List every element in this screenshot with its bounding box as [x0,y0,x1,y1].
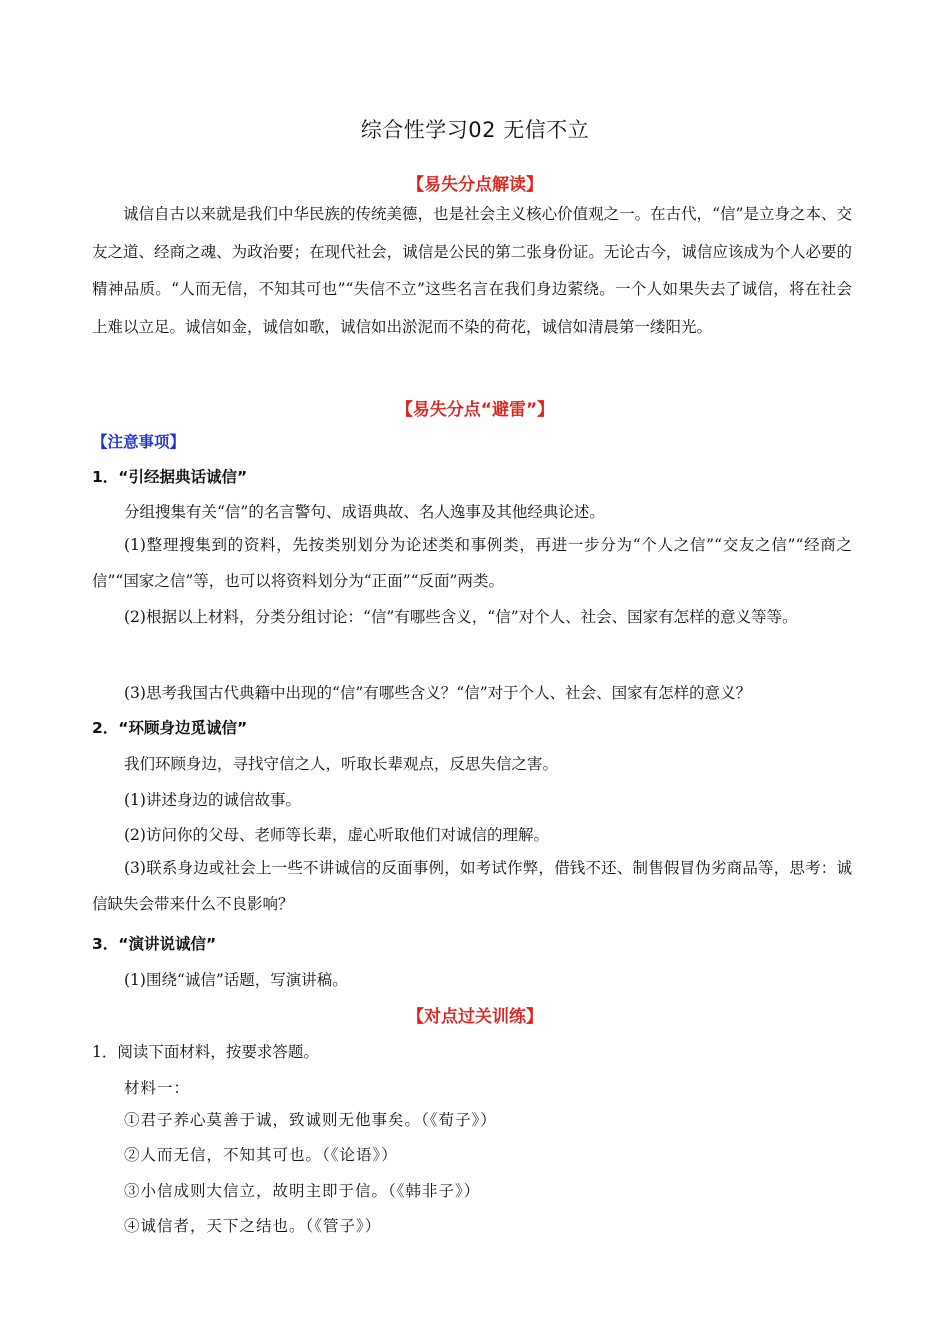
item-point: (1)讲述身边的诚信故事。 [124,791,301,809]
item-point: (2)根据以上材料，分类分组讨论：“信”有哪些含义，“信”对个人、社会、国家有怎样的意义等等。 [124,608,798,626]
notice-label: 【注意事项】 [92,433,186,451]
material-label: 材料一： [124,1079,191,1097]
item-title: 2．“环顾身边觅诚信” [92,719,248,737]
quote-line: ①君子养心莫善于诚，致诚则无他事矣。（《荀子》） [124,1111,497,1129]
section-heading-pitfalls: 【易失分点“避雷”】 [395,400,555,420]
question-text: 1．阅读下面材料，按要求答题。 [92,1043,319,1061]
item-point: (1)整理搜集到的资料，先按类别划分为论述类和事例类，再进一步分为“个人之信”“交友之信”“经商之信”“国家之信”等，也可以将资料划分为“正面”“反面”两类。 [92,536,852,590]
section-heading-practice: 【对点过关训练】 [407,1007,543,1027]
item-intro: 分组搜集有关“信”的名言警句、成语典故、名人逸事及其他经典论述。 [124,503,605,521]
item-point: (1)围绕“诚信”话题，写演讲稿。 [124,971,348,989]
item-point: (2)访问你的父母、老师等长辈，虚心听取他们对诚信的理解。 [124,826,549,844]
page-title: 综合性学习02 无信不立 [360,118,590,142]
item-title: 1．“引经据典话诚信” [92,468,248,486]
item-intro: 我们环顾身边，寻找守信之人，听取长辈观点，反思失信之害。 [124,755,559,773]
item-point: (3)联系身边或社会上一些不讲诚信的反面事例，如考试作弊，借钱不还、制售假冒伪劣商品等，思考：诚信缺失会带来什么不良影响？ [92,859,852,913]
section-heading-analysis: 【易失分点解读】 [407,175,543,195]
intro-paragraph: 诚信自古以来就是我们中华民族的传统美德，也是社会主义核心价值观之一。在古代，“信”是立身之本、交友之道、经商之魂、为政治要；在现代社会，诚信是公民的第二张身份证。无论古今，诚信应该成为个人必要的精神品质。“人而无信，不知其可也”“失信不立”这些名言在我们身边萦绕。一个人如果失去了诚信，将在社会上难以立足。诚信如金，诚信如歌，诚信如出淤泥而不染的荷花，诚信如清晨第一缕阳光。 [92,205,852,336]
quote-line: ④诚信者，天下之结也。（《管子》） [124,1217,382,1235]
quote-line: ②人而无信，不知其可也。（《论语》） [124,1146,398,1164]
item-title: 3．“演讲说诚信” [92,935,217,953]
quote-line: ③小信成则大信立，故明主即于信。（《韩非子》） [124,1182,481,1200]
item-point: (3)思考我国古代典籍中出现的“信”有哪些含义？“信”对于个人、社会、国家有怎样的意义？ [124,684,752,702]
